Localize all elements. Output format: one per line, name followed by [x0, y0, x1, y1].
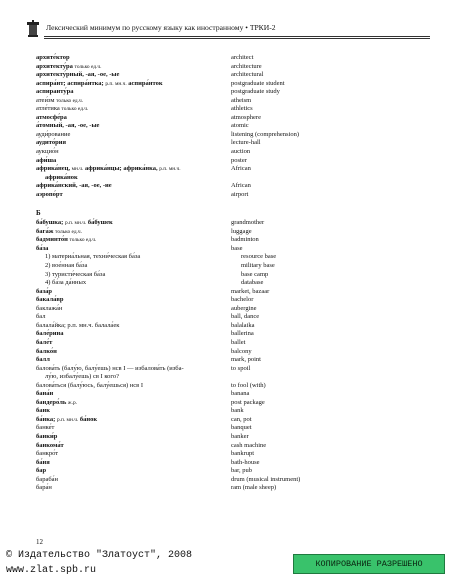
entry-headword: африка́нский, -ая, -ое, -ие: [36, 182, 112, 190]
entry-headword: балл: [36, 356, 50, 364]
vocabulary-entry: [36, 467, 436, 476]
entry-headword: ба́ня: [36, 458, 50, 466]
entry-english: grandmother: [231, 219, 265, 227]
entry-english: airport: [231, 190, 249, 198]
entry-english: drum (musical instrument): [231, 475, 301, 483]
entry-headword: ба́бушка;: [36, 219, 64, 227]
entry-grammar-note: только ед.ч.: [74, 63, 102, 70]
vocabulary-entry: [36, 191, 436, 200]
page-number: 12: [36, 538, 43, 546]
vocabulary-entry: [36, 390, 436, 399]
entry-english: banana: [231, 390, 250, 398]
entry-english: poster: [231, 156, 247, 164]
entry-english: market, bazaar: [231, 287, 270, 295]
vocabulary-entry: [36, 139, 436, 148]
vocabulary-entry: [36, 365, 436, 374]
section-letter: Б: [36, 209, 41, 218]
vocabulary-entry: [36, 236, 436, 245]
entry-english: can, pot: [231, 415, 252, 423]
entry-headword: аспиранту́ра: [36, 88, 74, 96]
entry-english: post package: [231, 398, 265, 406]
vocabulary-entry: [36, 322, 436, 331]
vocabulary-entry: [36, 54, 436, 63]
entry-headword: баклажа́н: [36, 304, 63, 312]
entry-form: аспира́нток: [128, 79, 163, 87]
entry-headword: ба́за: [36, 244, 49, 252]
entry-russian: [45, 271, 105, 280]
entry-russian: [36, 236, 96, 245]
entry-russian: [36, 399, 77, 408]
entry-russian: [36, 339, 52, 348]
entry-english: bankrupt: [231, 450, 255, 458]
vocabulary-entry: [36, 165, 436, 174]
entry-russian: [36, 139, 66, 148]
entry-english: military base: [241, 262, 275, 270]
entry-russian: [36, 305, 62, 314]
vocabulary-entry: [36, 356, 436, 365]
entry-russian: [36, 407, 50, 416]
entry-russian: [36, 219, 113, 228]
vocabulary-entry: [36, 296, 436, 305]
vocabulary-entry: [36, 271, 436, 280]
entry-grammar-note: только ед.ч.: [61, 106, 89, 113]
entry-headword: балала́йка; р.п. мн.ч. балала́ек: [36, 321, 120, 329]
entry-headword: аукцио́н: [36, 148, 59, 156]
entry-headword: бараба́н: [36, 475, 58, 483]
vocabulary-entry: [36, 157, 436, 166]
entry-russian: [36, 459, 50, 468]
entry-russian: [36, 148, 59, 157]
website-link[interactable]: www.zlat.spb.ru: [6, 565, 97, 576]
entry-russian: [36, 54, 70, 63]
entry-grammar-note: только ед.ч.: [56, 97, 84, 104]
running-header: [26, 20, 430, 40]
entry-russian: [36, 484, 52, 493]
vocabulary-entry: [36, 253, 436, 262]
entry-english: banquet: [231, 424, 252, 432]
entry-russian: [36, 182, 112, 191]
vocabulary-entry: [36, 399, 436, 408]
entry-headword: архитекту́рный, -ая, -ое, -ые: [36, 71, 120, 79]
entry-headword: банкома́т: [36, 441, 64, 449]
entry-russian: [36, 63, 101, 72]
entry-grammar-note: только ед.ч.: [55, 228, 82, 235]
entry-english: badminton: [231, 236, 259, 244]
copyright-text: © Издательство "Златоуст", 2008: [6, 550, 193, 561]
entry-russian: [36, 424, 54, 433]
entry-headword: аэропо́рт: [36, 190, 63, 198]
entry-form: ба́нок: [79, 415, 98, 423]
entry-russian: [36, 476, 58, 485]
entry-grammar-note: только ед.ч.: [69, 237, 97, 244]
vocabulary-entry: [36, 71, 436, 80]
entry-headword: аспира́нт; аспира́нтка;: [36, 79, 104, 87]
entry-english: base camp: [241, 270, 269, 278]
vocabulary-entry: [36, 131, 436, 140]
entry-headword: атмосфе́ра: [36, 113, 67, 121]
entry-russian: [45, 253, 140, 262]
entry-headword: бал: [36, 313, 46, 321]
copying-allowed-badge: КОПИРОВАНИЕ РАЗРЕШЕНО: [293, 554, 445, 574]
entry-headword: база́р: [36, 287, 52, 295]
entry-headword: атеи́зм: [36, 96, 55, 104]
entry-english: cash machine: [231, 441, 267, 449]
entry-russian: [36, 157, 56, 166]
entry-english: postgraduate study: [231, 88, 280, 96]
entry-english: atomic: [231, 122, 249, 130]
entry-headword: атле́тика: [36, 105, 60, 113]
entry-headword: африка́нок: [45, 173, 78, 181]
entry-headword: бакала́вр: [36, 296, 64, 304]
entry-russian: [36, 288, 52, 297]
entry-russian: [36, 191, 63, 200]
entry-russian: [36, 433, 57, 442]
entry-english: atheism: [231, 96, 252, 104]
vocabulary-entry: [36, 476, 436, 485]
entry-russian: [36, 71, 119, 80]
vocabulary-entry: [36, 424, 436, 433]
vocabulary-entry: [36, 382, 436, 391]
vocabulary-entry: [36, 174, 436, 183]
vocabulary-entry: [36, 339, 436, 348]
vocabulary-entry: [36, 373, 436, 382]
vocabulary-list: [36, 54, 436, 493]
entry-headword: архитекту́ра: [36, 62, 73, 70]
entry-english: postgraduate student: [231, 79, 285, 87]
entry-english: to spoil: [231, 364, 251, 372]
entry-russian: [36, 365, 184, 374]
section-gap: [36, 199, 436, 207]
vocabulary-entry: [36, 279, 436, 288]
vocabulary-entry: [36, 433, 436, 442]
entry-russian: [36, 467, 46, 476]
entry-headword: 4) ба́за да́нных: [45, 279, 87, 287]
entry-english: bank: [231, 407, 244, 415]
entry-russian: [36, 442, 64, 451]
entry-form: ба́бушек: [87, 219, 113, 227]
entry-headword: бана́н: [36, 390, 54, 398]
entry-russian: [36, 88, 73, 97]
vocabulary-entry: [36, 407, 436, 416]
entry-headword: аудито́рия: [36, 139, 67, 147]
entry-grammar-note: р.п. мн.ч.: [105, 80, 127, 87]
entry-russian: [36, 382, 143, 391]
entry-english: lecture-hall: [231, 139, 261, 147]
vocabulary-entry: [36, 348, 436, 357]
entry-english: architect: [231, 54, 254, 61]
vocabulary-entry: [36, 459, 436, 468]
entry-form: африка́нцы; африка́нка,: [84, 165, 158, 173]
entry-english: ballet: [231, 338, 246, 346]
entry-headword: афи́ша: [36, 156, 57, 164]
entry-headword: бадминто́н: [36, 236, 68, 244]
entry-english: listening (comprehension): [231, 130, 300, 138]
entry-english: to fool (with): [231, 381, 266, 389]
entry-headword: а́томный, -ая, -ое, -ые: [36, 122, 100, 130]
entry-russian: [36, 313, 46, 322]
entry-english: ram (male sheep): [231, 484, 277, 492]
entry-russian: [36, 97, 83, 106]
entry-russian: [45, 373, 119, 382]
entry-headword: бар: [36, 467, 47, 475]
publisher-logo-icon: [26, 20, 40, 38]
entry-headword: балова́ться (балу́юсь, балу́ешься) нсв I: [36, 381, 144, 389]
entry-grammar-note: р.п. мн.ч.: [159, 166, 181, 173]
entry-headword: бале́т: [36, 338, 53, 346]
vocabulary-entry: [36, 80, 436, 89]
entry-headword: балко́н: [36, 347, 57, 355]
entry-grammar-note: ж.р.: [67, 399, 78, 406]
vocabulary-entry: [36, 416, 436, 425]
vocabulary-entry: [36, 313, 436, 322]
entry-english: resource base: [241, 253, 277, 261]
entry-headword: лу́ю, избалу́ешь) св I кого?: [45, 373, 120, 381]
entry-headword: африка́нец,: [36, 165, 71, 173]
header-rule-thin: [44, 38, 430, 39]
entry-headword: бара́н: [36, 484, 52, 492]
entry-headword: ба́нка;: [36, 415, 56, 423]
entry-english: ballerina: [231, 330, 254, 338]
entry-headword: 3) туристи́ческая ба́за: [45, 270, 106, 278]
entry-english: architecture: [231, 62, 262, 70]
vocabulary-entry: [36, 122, 436, 131]
vocabulary-entry: [36, 228, 436, 237]
entry-english: architectural: [231, 71, 264, 79]
entry-russian: [36, 330, 63, 339]
entry-english: aubergine: [231, 304, 257, 312]
entry-russian: [36, 450, 58, 459]
entry-headword: бага́ж: [36, 227, 54, 235]
entry-english: bar, pub: [231, 467, 253, 475]
vocabulary-entry: [36, 288, 436, 297]
entry-headword: ауди́рование: [36, 130, 71, 138]
entry-russian: [36, 296, 63, 305]
entry-grammar-note: р.п. мн.ч.: [56, 416, 79, 423]
vocabulary-entry: [36, 182, 436, 191]
header-title: Лексический минимум по русскому языку как иностранному • ТРКИ-2: [46, 23, 276, 32]
entry-english: banker: [231, 432, 249, 440]
entry-english: African: [231, 165, 251, 173]
entry-headword: 1) материа́льная, техни́ческая ба́за: [45, 253, 141, 261]
publisher-footer: [0, 546, 452, 584]
vocabulary-entry: [36, 63, 436, 72]
vocabulary-entry: [36, 105, 436, 114]
entry-russian: [36, 390, 53, 399]
entry-russian: [36, 165, 181, 174]
vocabulary-entry: [36, 442, 436, 451]
entry-english: African: [231, 182, 251, 190]
entry-headword: банке́т: [36, 424, 55, 432]
entry-headword: архите́ктор: [36, 54, 70, 61]
entry-english: athletics: [231, 105, 253, 113]
vocabulary-entry: [36, 305, 436, 314]
entry-russian: [36, 348, 57, 357]
header-rule: [44, 36, 430, 37]
entry-headword: балова́ть (балу́ю, балу́ешь) нсв I — избалова́ть (изба-: [36, 364, 184, 372]
vocabulary-entry: [36, 450, 436, 459]
entry-headword: бале́рина: [36, 330, 64, 338]
vocabulary-entry: [36, 88, 436, 97]
vocabulary-entry: [36, 262, 436, 271]
entry-english: mark, point: [231, 356, 261, 364]
entry-english: balcony: [231, 347, 252, 355]
entry-english: atmosphere: [231, 113, 261, 121]
entry-grammar-note: р.п. мн.ч.: [64, 220, 87, 227]
entry-english: base: [231, 244, 243, 252]
entry-headword: банк: [36, 407, 50, 415]
entry-russian: [36, 122, 99, 131]
entry-headword: бандеро́ль: [36, 398, 67, 406]
entry-headword: банкро́т: [36, 450, 59, 458]
entry-english: ball, dance: [231, 313, 260, 321]
entry-english: database: [241, 279, 264, 287]
entry-english: auction: [231, 148, 251, 156]
vocabulary-entry: [36, 484, 436, 493]
entry-russian: [45, 279, 86, 288]
entry-russian: [45, 262, 87, 271]
entry-grammar-note: мн.ч.: [71, 166, 84, 173]
entry-english: luggage: [231, 227, 252, 235]
entry-russian: [45, 174, 78, 183]
entry-russian: [36, 80, 163, 89]
entry-russian: [36, 356, 50, 365]
vocabulary-entry: [36, 97, 436, 106]
entry-english: balalaika: [231, 321, 255, 329]
vocabulary-entry: [36, 330, 436, 339]
entry-english: bath-house: [231, 458, 260, 466]
entry-headword: 2) вое́нная ба́за: [45, 262, 88, 270]
vocabulary-entry: [36, 219, 436, 228]
entry-russian: [36, 105, 88, 114]
vocabulary-entry: [36, 148, 436, 157]
entry-english: bachelor: [231, 296, 254, 304]
entry-headword: банки́р: [36, 432, 58, 440]
